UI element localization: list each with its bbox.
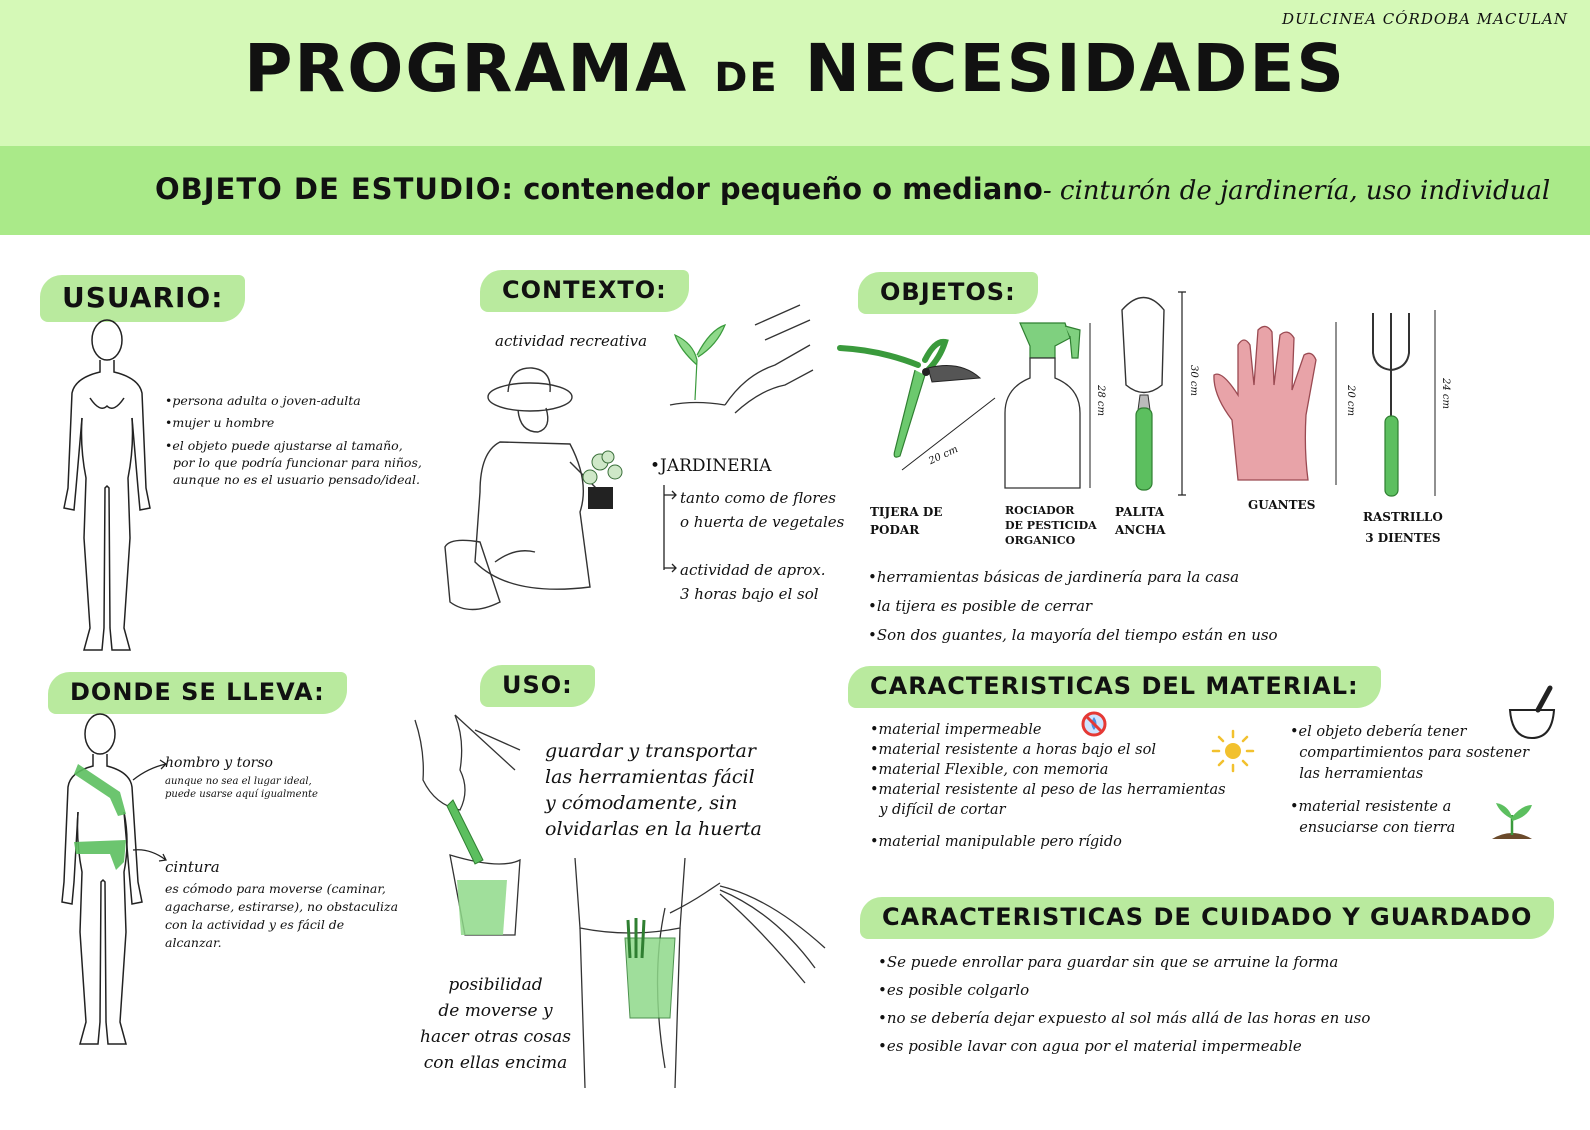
label-tijera xyxy=(870,503,942,539)
material-item: •material manipulable pero rígido xyxy=(870,834,1122,850)
material-item: •material resistente a horas bajo el sol xyxy=(870,742,1156,758)
pruning-shears-illustration xyxy=(840,330,1000,475)
contexto-branch-1-b: o huerta de vegetales xyxy=(680,513,845,531)
trowel-illustration xyxy=(1112,290,1197,500)
spray-size: 28 cm xyxy=(1095,385,1106,416)
contexto-activity: actividad recreativa xyxy=(495,332,648,350)
tijera-name-a: TIJERA DE xyxy=(870,505,943,519)
header-band xyxy=(0,0,1590,146)
page-title xyxy=(0,30,1590,107)
shears-size: 20 cm xyxy=(927,443,960,468)
label-palita xyxy=(1115,503,1165,539)
label-guantes: GUANTES xyxy=(1248,498,1316,512)
objetos-heading: OBJETOS: xyxy=(858,272,1038,314)
rastrillo-name-a: RASTRILLO xyxy=(1363,510,1443,524)
uso-main-line: las herramientas fácil xyxy=(545,766,755,788)
uso-secondary-line: posibilidad xyxy=(448,975,543,995)
female-figure-illustration xyxy=(60,318,155,658)
cuidado-item: •es posible lavar con agua por el material impermeable xyxy=(878,1037,1302,1055)
rociador-name-c: ORGANICO xyxy=(1005,534,1076,547)
material-right-item: •material resistente a xyxy=(1290,799,1452,815)
uso-secondary-line: con ellas encima xyxy=(423,1053,568,1073)
hombro-note-b: puede usarse aquí igualmente xyxy=(165,789,318,800)
uso-secondary-line: de moverse y xyxy=(438,1001,553,1021)
no-water-icon xyxy=(1080,710,1108,738)
material-right-item: •el objeto debería tener xyxy=(1290,724,1467,740)
uso-main-line: guardar y transportar xyxy=(545,740,756,762)
uso-main-line: y cómodamente, sin xyxy=(545,792,738,814)
material-left-list xyxy=(870,720,1226,852)
usuario-item: por lo que podría funcionar para niños, xyxy=(165,455,422,470)
hombro-note-a: aunque no sea el lugar ideal, xyxy=(165,776,312,787)
material-heading: CARACTERISTICAS DEL MATERIAL: xyxy=(848,666,1381,708)
contexto-branch-2-b: 3 horas bajo el sol xyxy=(680,585,819,603)
cuidado-item: •es posible colgarlo xyxy=(878,981,1030,999)
author-name: DULCINEA CÓRDOBA MACULAN xyxy=(1282,10,1568,28)
usuario-item: aunque no es el usuario pensado/ideal. xyxy=(165,472,420,487)
objetos-note: •herramientas básicas de jardinería para la casa xyxy=(868,568,1240,586)
cuidado-heading: CARACTERISTICAS DE CUIDADO Y GUARDADO xyxy=(860,897,1554,939)
usuario-item: •el objeto puede ajustarse al tamaño, xyxy=(165,438,403,453)
cuidado-item: •Se puede enrollar para guardar sin que se arruine la forma xyxy=(878,953,1339,971)
rociador-name-a: ROCIADOR xyxy=(1005,504,1075,517)
trowel-size: 30 cm xyxy=(1188,365,1199,396)
usuario-item: •persona adulta o joven-adulta xyxy=(165,393,361,408)
objetos-notes xyxy=(868,563,1278,650)
donde-heading: DONDE SE LLEVA: xyxy=(48,672,347,714)
usuario-heading: USUARIO: xyxy=(40,275,245,322)
cintura-note-line: alcanzar. xyxy=(165,935,222,950)
title-word-de: DE xyxy=(714,55,779,101)
uso-main-line: olvidarlas en la huerta xyxy=(545,818,762,840)
material-right-item: compartimientos para sostener xyxy=(1290,745,1530,761)
contexto-branch-2-a: actividad de aprox. xyxy=(680,561,826,579)
study-label: OBJETO DE ESTUDIO: xyxy=(155,172,515,206)
contexto-branch-2 xyxy=(680,558,826,606)
study-object: contenedor pequeño o mediano xyxy=(523,172,1043,206)
material-right-item: las herramientas xyxy=(1290,766,1424,782)
rake-size: 24 cm xyxy=(1440,378,1451,409)
gardener-illustration xyxy=(440,362,640,617)
study-object-line xyxy=(155,172,1550,206)
gloves-illustration xyxy=(1208,320,1348,490)
cintura-note-line: agacharse, estirarse), no obstaculiza xyxy=(165,899,399,914)
study-object-band xyxy=(0,146,1590,235)
palita-name-a: PALITA xyxy=(1115,505,1165,519)
donde-hombro: hombro y torso xyxy=(165,755,273,771)
rociador-name-b: DE PESTICIDA xyxy=(1005,519,1097,532)
title-word-necesidades: NECESIDADES xyxy=(804,30,1346,107)
material-item: •material resistente al peso de las herramientas xyxy=(870,782,1226,798)
contexto-branch-arrows xyxy=(662,485,682,575)
label-rociador xyxy=(1005,503,1097,548)
contexto-topic: •JARDINERIA xyxy=(650,456,772,476)
palita-name-b: ANCHA xyxy=(1115,523,1166,537)
donde-cintura-note xyxy=(165,880,398,952)
study-description: - cinturón de jardinería, uso individual xyxy=(1042,176,1551,206)
seedling-hands-illustration xyxy=(665,305,815,420)
gloves-size: 20 cm xyxy=(1345,385,1356,416)
objetos-note: •Son dos guantes, la mayoría del tiempo están en uso xyxy=(868,626,1278,644)
material-item: y difícil de cortar xyxy=(870,802,1006,818)
usuario-item: •mujer u hombre xyxy=(165,415,275,430)
title-word-programa: PROGRAMA xyxy=(244,30,689,107)
contexto-branch-1-a: tanto como de flores xyxy=(680,489,836,507)
usuario-list xyxy=(165,390,422,488)
uso-heading: USO: xyxy=(480,665,595,707)
label-rastrillo xyxy=(1363,507,1443,549)
uso-main xyxy=(545,738,762,842)
cuidado-list xyxy=(878,948,1370,1060)
cintura-note-line: es cómodo para moverse (caminar, xyxy=(165,881,386,896)
tijera-name-b: PODAR xyxy=(870,523,920,537)
material-item: •material Flexible, con memoria xyxy=(870,762,1109,778)
belt-watering-illustration xyxy=(570,858,830,1088)
donde-cintura: cintura xyxy=(165,858,220,876)
cintura-note-line: con la actividad y es fácil de xyxy=(165,917,345,932)
contexto-heading: CONTEXTO: xyxy=(480,270,689,312)
material-right-item: ensuciarse con tierra xyxy=(1290,820,1456,836)
uso-secondary xyxy=(420,972,571,1076)
hand-pulling-tool-illustration xyxy=(405,710,525,935)
objetos-note: •la tijera es posible de cerrar xyxy=(868,597,1093,615)
rastrillo-name-b: 3 DIENTES xyxy=(1365,531,1441,545)
cuidado-item: •no se debería dejar expuesto al sol más allá de las horas en uso xyxy=(878,1009,1371,1027)
spray-bottle-illustration xyxy=(1000,318,1095,498)
rake-illustration xyxy=(1365,308,1450,498)
material-item: •material impermeable xyxy=(870,722,1042,738)
sprout-icon xyxy=(1488,795,1536,845)
sun-icon xyxy=(1210,728,1256,774)
contexto-branch-1 xyxy=(680,486,844,534)
donde-hombro-note xyxy=(165,775,318,801)
uso-secondary-line: hacer otras cosas xyxy=(420,1027,571,1047)
